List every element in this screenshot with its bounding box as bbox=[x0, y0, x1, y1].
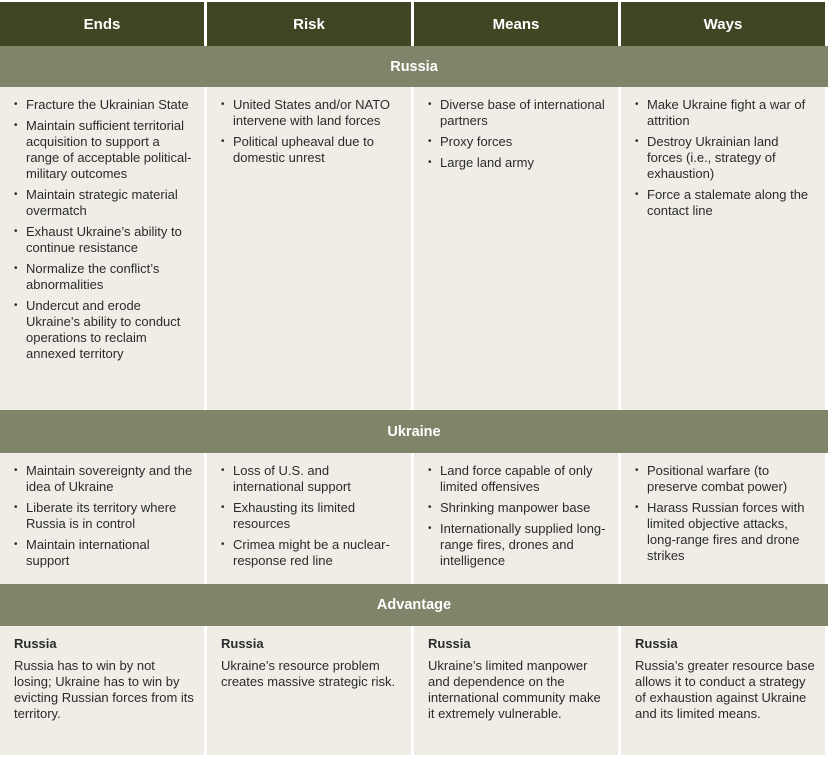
list-item: • Maintain sufficient territorial acquisition to support a range of acceptable political-military outcomes bbox=[14, 118, 196, 182]
list-item: • Maintain international support bbox=[14, 537, 196, 569]
cell-ukraine-ways bbox=[621, 453, 825, 584]
header-ends: Ends bbox=[0, 2, 204, 46]
list-item: • Internationally supplied long-range fires, drones and intelligence bbox=[428, 521, 610, 569]
list-item: • Normalize the conflict’s abnormalities bbox=[14, 261, 196, 293]
header-ways: Ways bbox=[621, 2, 825, 46]
cell-advantage-risk bbox=[207, 626, 411, 755]
cell-russia-risk bbox=[207, 87, 411, 410]
list-item: • Maintain strategic material overmatch bbox=[14, 187, 196, 219]
advantage-text: Ukraine’s limited manpower and dependence on the international community make it extremely vulnerable. bbox=[428, 658, 601, 721]
list-item: • Political upheaval due to domestic unrest bbox=[221, 134, 403, 166]
cell-advantage-ends bbox=[0, 626, 204, 755]
list-item: • Liberate its territory where Russia is in control bbox=[14, 500, 196, 532]
list-item: • United States and/or NATO intervene with land forces bbox=[221, 97, 403, 129]
cell-russia-ways bbox=[621, 87, 825, 410]
header-row bbox=[0, 0, 828, 46]
list-item: • Crimea might be a nuclear-response red line bbox=[221, 537, 403, 569]
header-risk: Risk bbox=[207, 2, 411, 46]
list-item: • Make Ukraine fight a war of attrition bbox=[635, 97, 817, 129]
list-item: • Destroy Ukrainian land forces (i.e., strategy of exhaustion) bbox=[635, 134, 817, 182]
list-item: • Harass Russian forces with limited objective attacks, long-range fires and drone strikes bbox=[635, 500, 817, 564]
list-item: • Loss of U.S. and international support bbox=[221, 463, 403, 495]
section-band-advantage: Advantage bbox=[0, 584, 828, 626]
header-means: Means bbox=[414, 2, 618, 46]
section-row-advantage bbox=[0, 626, 828, 755]
advantage-heading: Russia bbox=[635, 636, 678, 651]
list-item: • Force a stalemate along the contact line bbox=[635, 187, 817, 219]
advantage-heading: Russia bbox=[14, 636, 57, 651]
cell-russia-ends bbox=[0, 87, 204, 410]
cell-advantage-means bbox=[414, 626, 618, 755]
section-row-russia bbox=[0, 87, 828, 410]
list-item: • Diverse base of international partners bbox=[428, 97, 610, 129]
list-item: • Positional warfare (to preserve combat power) bbox=[635, 463, 817, 495]
section-row-ukraine bbox=[0, 453, 828, 584]
cell-ukraine-means bbox=[414, 453, 618, 584]
list-item: • Undercut and erode Ukraine’s ability to conduct operations to reclaim annexed territory bbox=[14, 298, 196, 362]
section-band-ukraine: Ukraine bbox=[0, 410, 828, 453]
advantage-text: Russia’s greater resource base allows it to conduct a strategy of exhaustion against Ukraine and its limited means. bbox=[635, 658, 815, 721]
advantage-text: Ukraine’s resource problem creates massive strategic risk. bbox=[221, 658, 396, 689]
list-item: • Large land army bbox=[428, 155, 610, 171]
cell-ukraine-ends bbox=[0, 453, 204, 584]
cell-ukraine-risk bbox=[207, 453, 411, 584]
cell-advantage-ways bbox=[621, 626, 825, 755]
list-item: • Fracture the Ukrainian State bbox=[14, 97, 196, 113]
list-item: • Shrinking manpower base bbox=[428, 500, 610, 516]
list-item: • Maintain sovereignty and the idea of Ukraine bbox=[14, 463, 196, 495]
list-item: • Exhausting its limited resources bbox=[221, 500, 403, 532]
section-band-russia: Russia bbox=[0, 46, 828, 87]
list-item: • Exhaust Ukraine’s ability to continue resistance bbox=[14, 224, 196, 256]
advantage-text: Russia has to win by not losing; Ukraine has to win by evicting Russian forces from its territory. bbox=[14, 658, 194, 721]
advantage-heading: Russia bbox=[221, 636, 264, 651]
list-item: • Land force capable of only limited offensives bbox=[428, 463, 610, 495]
advantage-heading: Russia bbox=[428, 636, 471, 651]
cell-russia-means bbox=[414, 87, 618, 410]
list-item: • Proxy forces bbox=[428, 134, 610, 150]
